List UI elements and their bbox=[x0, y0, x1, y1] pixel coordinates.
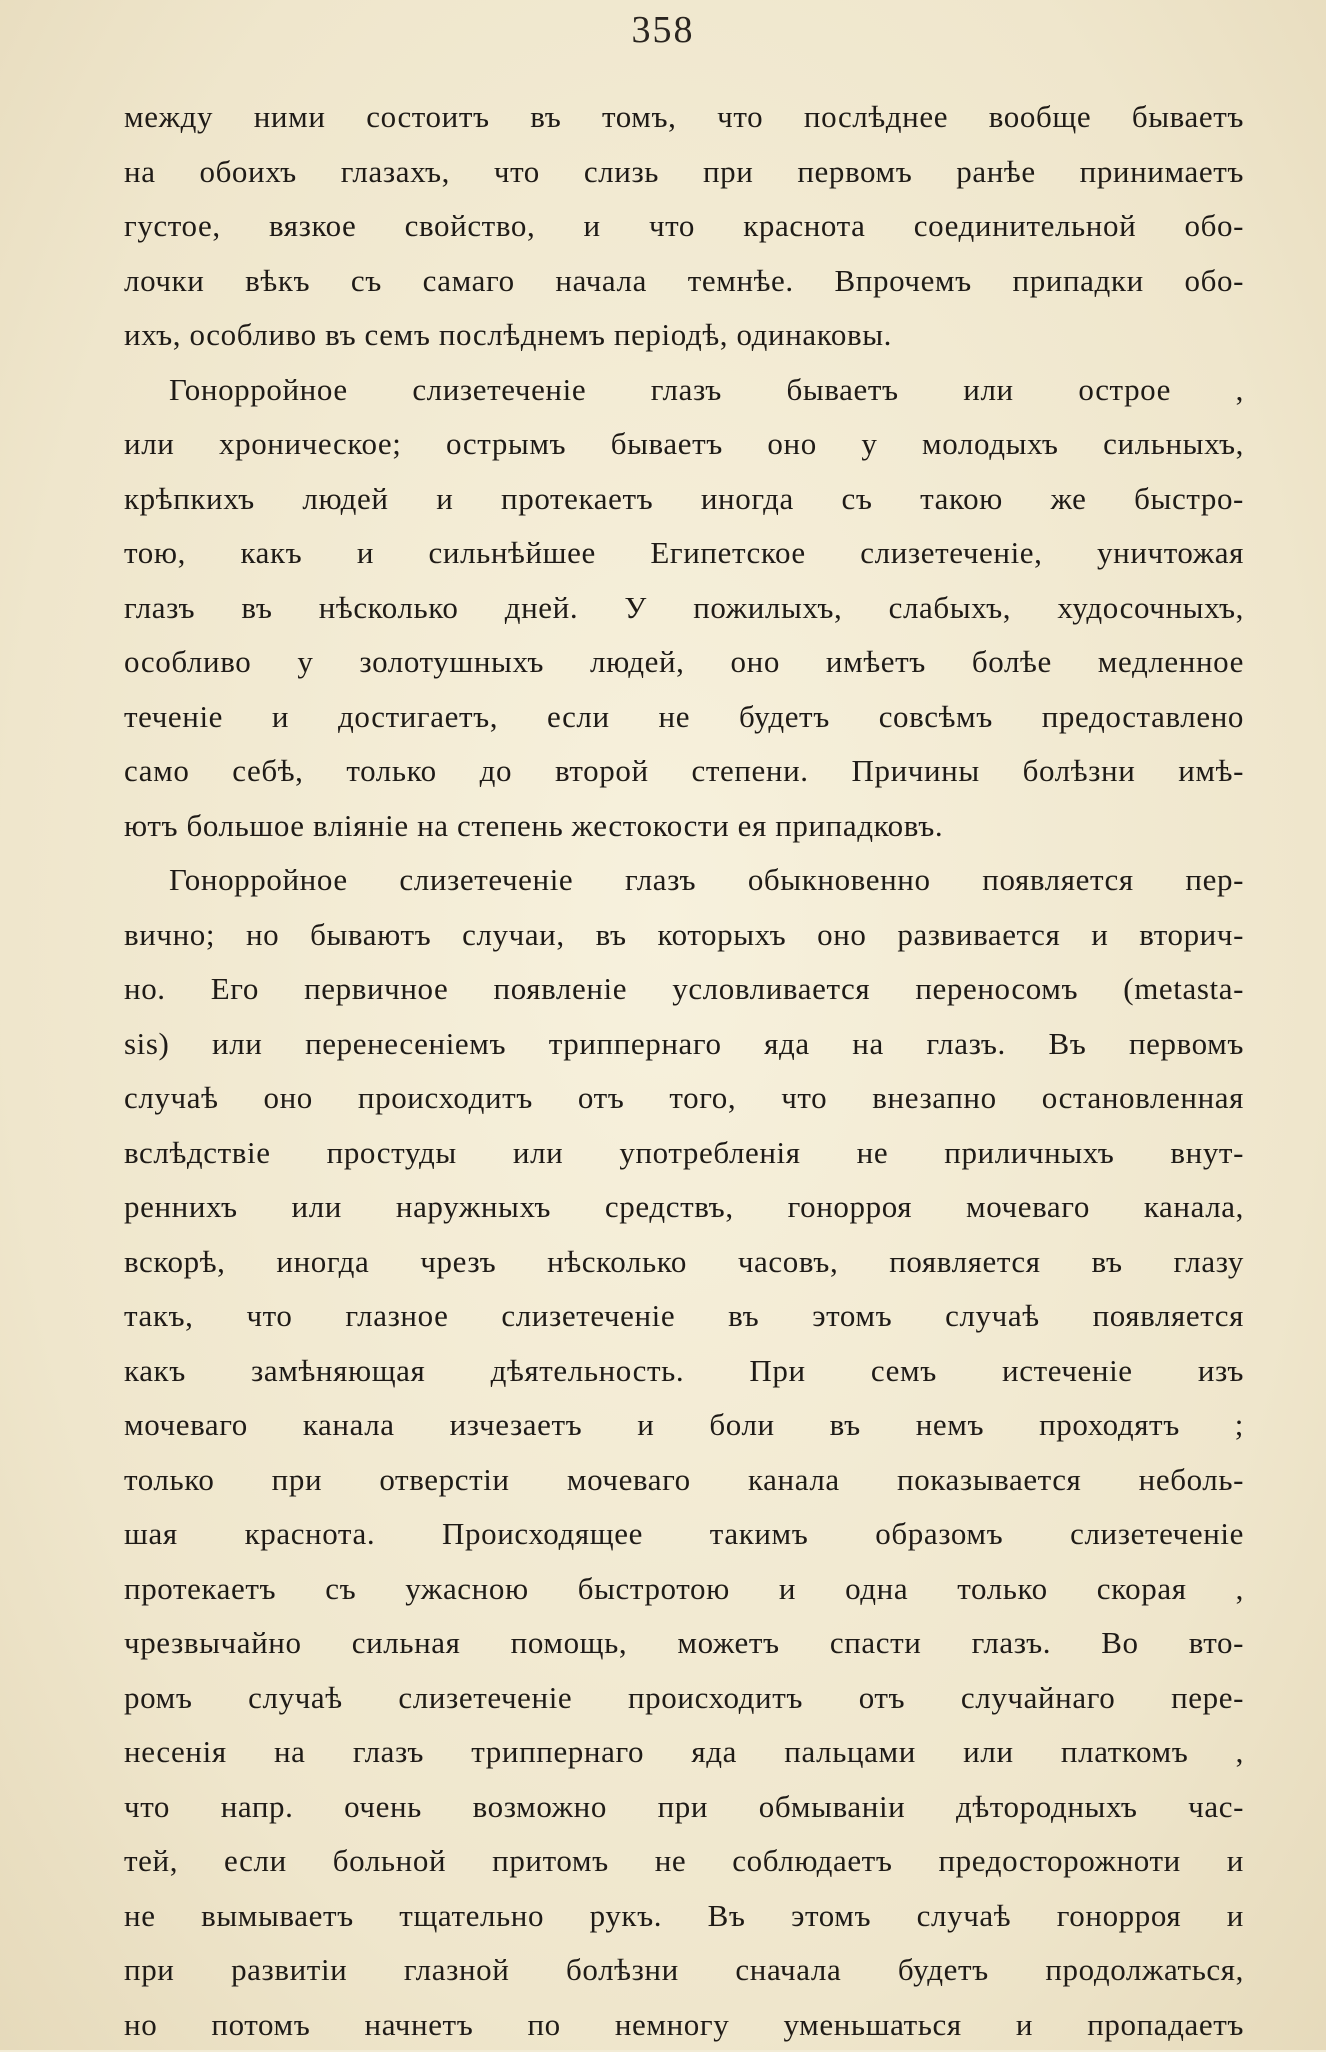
text-line: не вымываетъ тщательно рукъ. Въ этомъ случаѣ гонорроя и bbox=[124, 1889, 1244, 1944]
text-line: ихъ, особливо въ семъ послѣднемъ періодѣ, одинаковы. bbox=[124, 308, 1244, 363]
text-line: что напр. очень возможно при обмываніи дѣтородныхъ час- bbox=[124, 1780, 1244, 1835]
text-line: само себѣ, только до второй степени. Причины болѣзни имѣ- bbox=[124, 744, 1244, 799]
text-line: но потомъ начнетъ по немногу уменьшаться и пропадаетъ bbox=[124, 1998, 1244, 2052]
text-line: ромъ случаѣ слизетеченіе происходитъ отъ случайнаго пере- bbox=[124, 1671, 1244, 1726]
body-text bbox=[124, 90, 1244, 2052]
text-line: шая краснота. Происходящее такимъ образомъ слизетеченіе bbox=[124, 1507, 1244, 1562]
text-line: густое, вязкое свойство, и что краснота соединительной обо- bbox=[124, 199, 1244, 254]
text-line: чрезвычайно сильная помощь, можетъ спасти глазъ. Во вто- bbox=[124, 1616, 1244, 1671]
text-line: вскорѣ, иногда чрезъ нѣсколько часовъ, появляется въ глазу bbox=[124, 1235, 1244, 1290]
text-line: такъ, что глазное слизетеченіе въ этомъ случаѣ появляется bbox=[124, 1289, 1244, 1344]
text-line: мочеваго канала изчезаетъ и боли въ немъ проходятъ ; bbox=[124, 1398, 1244, 1453]
text-line: вслѣдствіе простуды или употребленія не приличныхъ внут- bbox=[124, 1126, 1244, 1181]
text-line: тей, если больной притомъ не соблюдаетъ предосторожноти и bbox=[124, 1834, 1244, 1889]
text-line: несенія на глазъ триппернаго яда пальцами или платкомъ , bbox=[124, 1725, 1244, 1780]
text-line: реннихъ или наружныхъ средствъ, гонорроя мочеваго канала, bbox=[124, 1180, 1244, 1235]
text-line: Гонорройное слизетеченіе глазъ бываетъ или острое , bbox=[124, 363, 1244, 418]
text-line: только при отверстіи мочеваго канала показывается неболь- bbox=[124, 1453, 1244, 1508]
text-line: протекаетъ съ ужасною быстротою и одна только скорая , bbox=[124, 1562, 1244, 1617]
text-line: вично; но бываютъ случаи, въ которыхъ оно развивается и вторич- bbox=[124, 908, 1244, 963]
text-line: тою, какъ и сильнѣйшее Египетское слизетеченіе, уничтожая bbox=[124, 526, 1244, 581]
text-line: при развитіи глазной болѣзни сначала будетъ продолжаться, bbox=[124, 1943, 1244, 1998]
text-line: на обоихъ глазахъ, что слизь при первомъ ранѣе принимаетъ bbox=[124, 145, 1244, 200]
page-number: 358 bbox=[0, 8, 1326, 52]
text-line: глазъ въ нѣсколько дней. У пожилыхъ, слабыхъ, худосочныхъ, bbox=[124, 581, 1244, 636]
text-line: но. Его первичное появленіе условливается переносомъ (metasta- bbox=[124, 962, 1244, 1017]
text-line: ютъ большое вліяніе на степень жестокости ея припадковъ. bbox=[124, 799, 1244, 854]
text-line: или хроническое; острымъ бываетъ оно у молодыхъ сильныхъ, bbox=[124, 417, 1244, 472]
text-line: особливо у золотушныхъ людей, оно имѣетъ болѣе медленное bbox=[124, 635, 1244, 690]
text-line: Гонорройное слизетеченіе глазъ обыкновенно появляется пер- bbox=[124, 853, 1244, 908]
text-line: крѣпкихъ людей и протекаетъ иногда съ такою же быстро- bbox=[124, 472, 1244, 527]
text-line: между ними состоитъ въ томъ, что послѣднее вообще бываетъ bbox=[124, 90, 1244, 145]
text-line: sis) или перенесеніемъ триппернаго яда на глазъ. Въ первомъ bbox=[124, 1017, 1244, 1072]
text-line: случаѣ оно происходитъ отъ того, что внезапно остановленная bbox=[124, 1071, 1244, 1126]
text-line: какъ замѣняющая дѣятельность. При семъ истеченіе изъ bbox=[124, 1344, 1244, 1399]
text-line: теченіе и достигаетъ, если не будетъ совсѣмъ предоставлено bbox=[124, 690, 1244, 745]
text-line: лочки вѣкъ съ самаго начала темнѣе. Впрочемъ припадки обо- bbox=[124, 254, 1244, 309]
